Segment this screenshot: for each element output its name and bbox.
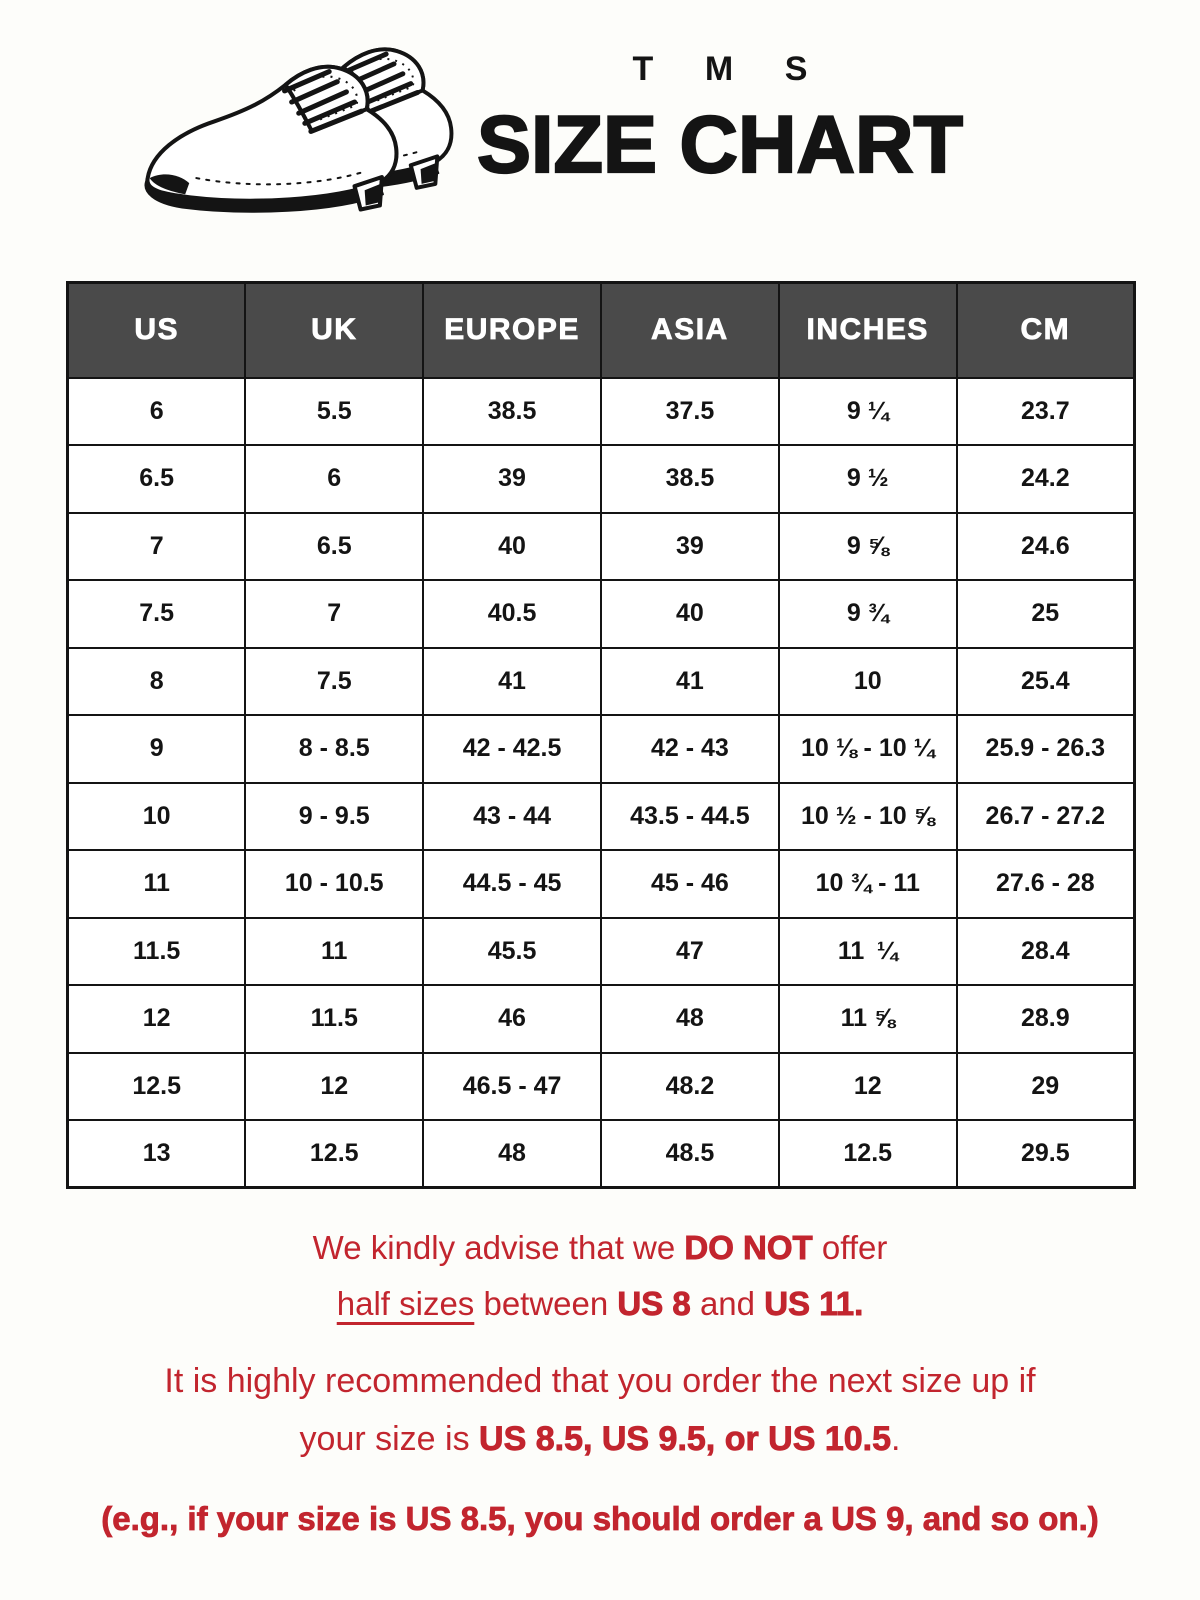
size-cell: 40.5 — [423, 580, 601, 648]
size-cell: 28.4 — [957, 918, 1135, 986]
note-text-bold: US 11. — [764, 1285, 864, 1322]
size-cell: 24.6 — [957, 513, 1135, 581]
size-cell: 9 ¼ — [779, 378, 957, 446]
example-note: (e.g., if your size is US 8.5, you should order a US 9, and so on.) — [101, 1500, 1099, 1537]
size-cell: 12.5 — [779, 1120, 957, 1188]
size-cell: 23.7 — [957, 378, 1135, 446]
column-header-inches: INCHES — [779, 283, 957, 378]
size-table — [66, 281, 1136, 1189]
column-header-europe: EUROPE — [423, 283, 601, 378]
column-header-uk: UK — [245, 283, 423, 378]
table-row — [68, 648, 1135, 716]
size-cell: 6.5 — [68, 445, 246, 513]
note-text: We kindly advise that we — [312, 1229, 685, 1266]
size-cell: 9 ¾ — [779, 580, 957, 648]
size-cell: 43 - 44 — [423, 783, 601, 851]
size-cell: 9 ⅝ — [779, 513, 957, 581]
size-cell: 12.5 — [245, 1120, 423, 1188]
size-cell: 41 — [423, 648, 601, 716]
size-cell: 48 — [601, 985, 779, 1053]
size-cell: 27.6 - 28 — [957, 850, 1135, 918]
size-cell: 10 — [68, 783, 246, 851]
table-row — [68, 918, 1135, 986]
size-cell: 7.5 — [68, 580, 246, 648]
size-cell: 11 — [68, 850, 246, 918]
size-cell: 5.5 — [245, 378, 423, 446]
table-row — [68, 850, 1135, 918]
size-cell: 8 — [68, 648, 246, 716]
brand-name: T M S — [632, 50, 829, 88]
size-cell: 11.5 — [245, 985, 423, 1053]
note-text-bold: US 8.5, US 9.5, or US 10.5 — [479, 1420, 891, 1458]
size-cell: 41 — [601, 648, 779, 716]
note-text-bold: DO NOT — [684, 1229, 813, 1266]
size-cell: 26.7 - 27.2 — [957, 783, 1135, 851]
size-cell: 42 - 42.5 — [423, 715, 601, 783]
table-row — [68, 580, 1135, 648]
note-text: It is highly recommended that you order the next size up if — [164, 1362, 1036, 1400]
size-cell: 9 ½ — [779, 445, 957, 513]
size-cell: 12 — [68, 985, 246, 1053]
size-cell: 10 ⅛ - 10 ¼ — [779, 715, 957, 783]
table-row — [68, 1120, 1135, 1188]
size-cell: 46 — [423, 985, 601, 1053]
size-cell: 29.5 — [957, 1120, 1135, 1188]
column-header-us: US — [68, 283, 246, 378]
size-cell: 43.5 - 44.5 — [601, 783, 779, 851]
size-cell: 42 - 43 — [601, 715, 779, 783]
size-cell: 12.5 — [68, 1053, 246, 1121]
size-cell: 13 — [68, 1120, 246, 1188]
size-up-note — [0, 1352, 1200, 1468]
size-cell: 10 ½ - 10 ⅝ — [779, 783, 957, 851]
table-row — [68, 783, 1135, 851]
note-text: between — [474, 1285, 618, 1322]
size-cell: 12 — [245, 1053, 423, 1121]
note-text-bold: US 8 — [617, 1285, 691, 1322]
size-cell: 40 — [423, 513, 601, 581]
size-cell: 11 ¼ — [779, 918, 957, 986]
size-cell: 12 — [779, 1053, 957, 1121]
size-cell: 39 — [601, 513, 779, 581]
size-cell: 6.5 — [245, 513, 423, 581]
table-row — [68, 715, 1135, 783]
size-cell: 10 — [779, 648, 957, 716]
size-cell: 6 — [245, 445, 423, 513]
column-header-asia: ASIA — [601, 283, 779, 378]
size-cell: 37.5 — [601, 378, 779, 446]
size-cell: 48 — [423, 1120, 601, 1188]
size-cell: 24.2 — [957, 445, 1135, 513]
size-cell: 11 ⅝ — [779, 985, 957, 1053]
advisory-notes — [0, 1220, 1200, 1544]
size-cell: 25.9 - 26.3 — [957, 715, 1135, 783]
size-cell: 6 — [68, 378, 246, 446]
note-text: and — [690, 1285, 765, 1322]
size-cell: 39 — [423, 445, 601, 513]
size-cell: 38.5 — [423, 378, 601, 446]
size-cell: 48.5 — [601, 1120, 779, 1188]
table-row — [68, 378, 1135, 446]
size-table-body — [68, 378, 1135, 1188]
column-header-cm: CM — [957, 283, 1135, 378]
size-cell: 10 ¾ - 11 — [779, 850, 957, 918]
half-size-note — [0, 1220, 1200, 1332]
size-cell: 45 - 46 — [601, 850, 779, 918]
size-cell: 29 — [957, 1053, 1135, 1121]
size-cell: 48.2 — [601, 1053, 779, 1121]
table-row — [68, 445, 1135, 513]
size-cell: 25 — [957, 580, 1135, 648]
size-cell: 46.5 - 47 — [423, 1053, 601, 1121]
note-text: your size is — [299, 1420, 480, 1458]
size-table-head — [68, 283, 1135, 378]
size-cell: 44.5 - 45 — [423, 850, 601, 918]
size-cell: 47 — [601, 918, 779, 986]
size-cell: 11.5 — [68, 918, 246, 986]
size-cell: 10 - 10.5 — [245, 850, 423, 918]
table-row — [68, 513, 1135, 581]
size-cell: 28.9 — [957, 985, 1135, 1053]
note-text: . — [891, 1420, 901, 1458]
size-cell: 7 — [68, 513, 246, 581]
size-cell: 25.4 — [957, 648, 1135, 716]
size-cell: 8 - 8.5 — [245, 715, 423, 783]
note-text-underlined: half sizes — [336, 1285, 475, 1322]
size-cell: 9 — [68, 715, 246, 783]
size-cell: 45.5 — [423, 918, 601, 986]
table-row — [68, 985, 1135, 1053]
size-cell: 7.5 — [245, 648, 423, 716]
title-block — [430, 50, 1010, 190]
size-cell: 40 — [601, 580, 779, 648]
page-title: SIZE CHART — [477, 100, 963, 190]
size-cell: 7 — [245, 580, 423, 648]
size-cell: 9 - 9.5 — [245, 783, 423, 851]
table-row — [68, 1053, 1135, 1121]
size-cell: 11 — [245, 918, 423, 986]
note-text: offer — [812, 1229, 888, 1266]
size-cell: 38.5 — [601, 445, 779, 513]
size-table-head-row — [68, 283, 1135, 378]
